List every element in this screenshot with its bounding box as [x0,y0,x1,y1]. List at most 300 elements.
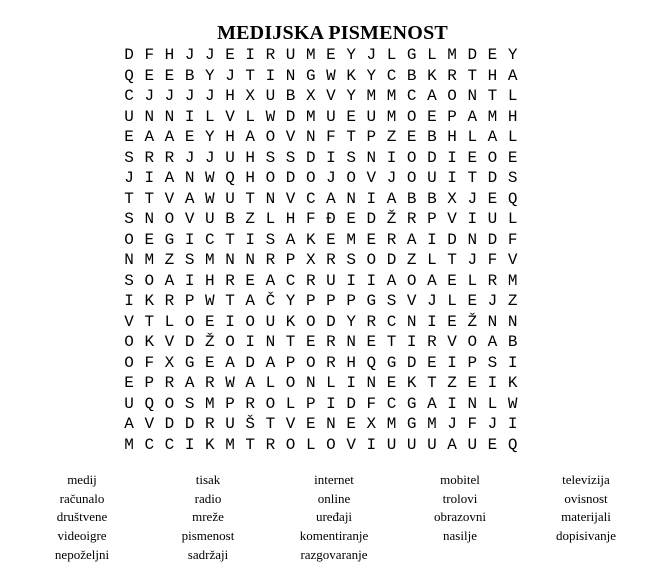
grid-letter: J [467,251,478,270]
grid-letter: A [265,271,276,290]
grid-letter: G [406,394,417,413]
grid-letter: T [487,87,498,106]
grid-letter: L [386,46,397,65]
grid-letter: F [144,353,155,372]
grid-letter: N [467,230,478,249]
grid-letter: L [265,374,276,393]
grid-letter: D [124,46,134,65]
grid-letter: X [245,87,256,106]
grid-letter: L [467,271,478,290]
grid-letter: X [164,353,175,372]
grid-letter: N [245,251,256,270]
grid-letter: D [447,230,457,249]
grid-letter: G [386,353,397,372]
grid-letter: V [366,169,377,188]
grid-letter: T [225,230,235,249]
grid-letter: I [225,312,235,331]
grid-letter: V [507,251,518,270]
grid-letter: Q [507,189,518,208]
grid-letter: J [205,87,215,106]
grid-letter: A [265,353,276,372]
word-bank-item: online [317,490,351,506]
grid-letter: I [366,189,377,208]
grid-letter: H [245,148,256,167]
word-bank-item: trolovi [442,490,478,506]
word-bank-item: videoigre [57,528,107,544]
grid-letter: O [265,169,276,188]
grid-letter: Q [366,353,377,372]
word-bank [19,471,649,563]
grid-letter: Y [205,128,215,147]
grid-letter: A [447,435,457,454]
grid-letter: C [305,189,316,208]
grid-row [119,127,544,148]
grid-letter: V [285,128,296,147]
grid-letter: Z [245,210,256,229]
grid-letter: I [447,394,457,413]
grid-letter: J [427,292,437,311]
grid-letter: K [144,333,155,352]
grid-letter: Y [346,312,356,331]
grid-letter: C [205,230,215,249]
grid-letter: N [144,210,155,229]
grid-letter: G [305,66,316,85]
grid-letter: U [205,210,215,229]
grid-letter: L [507,87,518,106]
grid-letter: J [386,169,397,188]
word-bank-item: ovisnost [564,490,608,506]
grid-letter: V [144,415,155,434]
grid-letter: R [427,333,437,352]
grid-letter: N [406,312,417,331]
grid-letter: P [427,210,437,229]
grid-letter: M [386,415,397,434]
grid-letter: A [507,66,518,85]
grid-letter: G [164,230,175,249]
grid-letter: N [467,87,478,106]
grid-letter: X [447,189,457,208]
word-bank-item: internet [314,472,354,487]
grid-letter: E [184,128,195,147]
grid-letter: N [305,128,316,147]
grid-letter: N [326,415,336,434]
grid-letter: O [366,251,377,270]
grid-letter: J [225,66,235,85]
grid-letter: I [184,107,195,126]
grid-letter: O [225,333,235,352]
grid-letter: V [285,189,296,208]
grid-letter: I [366,435,377,454]
grid-letter: U [124,107,134,126]
grid-letter: F [507,230,518,249]
grid-letter: Š [245,415,256,434]
grid-letter: D [285,107,296,126]
grid-letter: U [427,435,437,454]
grid-letter: S [265,230,276,249]
grid-letter: O [406,148,417,167]
grid-row [119,45,544,66]
grid-letter: N [265,189,276,208]
grid-letter: T [225,292,235,311]
grid-letter: O [467,333,478,352]
grid-letter: I [245,333,256,352]
grid-letter: I [406,333,417,352]
grid-letter: I [265,66,276,85]
word-bank-item: razgovaranje [300,546,368,562]
grid-letter: T [245,189,256,208]
grid-letter: C [124,87,134,106]
grid-letter: U [265,312,276,331]
grid-letter: J [366,46,377,65]
word-bank-item: medij [67,472,97,487]
grid-letter: F [467,415,478,434]
grid-letter: N [124,251,134,270]
grid-letter: E [447,271,457,290]
grid-letter: W [205,169,215,188]
grid-letter: U [265,87,276,106]
grid-letter: E [487,435,498,454]
grid-letter: J [447,415,457,434]
grid-letter: S [184,251,195,270]
grid-letter: M [386,107,397,126]
grid-letter: T [285,333,296,352]
grid-letter: O [124,333,134,352]
grid-letter: V [346,435,356,454]
grid-letter: Q [225,169,235,188]
grid-letter: I [507,415,518,434]
grid-letter: V [447,333,457,352]
grid-letter: W [225,374,235,393]
grid-letter: U [386,435,397,454]
grid-letter: H [225,128,235,147]
grid-letter: A [487,333,498,352]
grid-letter: V [164,333,175,352]
grid-letter: M [144,251,155,270]
grid-letter: I [487,374,498,393]
grid-row [119,148,544,169]
grid-letter: S [124,148,134,167]
grid-letter: J [205,46,215,65]
grid-letter: O [164,394,175,413]
grid-letter: E [406,128,417,147]
grid-letter: H [507,107,518,126]
grid-letter: O [406,169,417,188]
grid-letter: O [265,128,276,147]
grid-letter: E [225,46,235,65]
grid-letter: Y [346,46,356,65]
grid-letter: T [447,251,457,270]
grid-letter: E [346,415,356,434]
grid-letter: L [467,128,478,147]
grid-letter: T [427,374,437,393]
grid-letter: E [447,312,457,331]
grid-letter: E [124,374,134,393]
grid-letter: B [427,128,437,147]
grid-letter: D [305,148,316,167]
grid-letter: A [225,353,235,372]
grid-letter: P [285,251,296,270]
grid-letter: A [164,128,175,147]
grid-letter: J [184,148,195,167]
grid-letter: X [366,415,377,434]
grid-letter: M [205,251,215,270]
grid-letter: R [326,251,336,270]
grid-letter: K [205,435,215,454]
grid-letter: Q [124,66,134,85]
grid-row [119,209,544,230]
grid-letter: Z [447,374,457,393]
grid-row [119,353,544,374]
grid-letter: H [225,87,235,106]
grid-letter: V [285,415,296,434]
grid-letter: N [366,374,377,393]
grid-letter: G [366,292,377,311]
grid-row [119,394,544,415]
grid-letter: I [507,353,518,372]
word-bank-item: obrazovni [434,509,486,525]
grid-row [119,86,544,107]
grid-letter: T [346,128,356,147]
grid-letter: H [346,353,356,372]
grid-letter: N [305,374,316,393]
grid-letter: I [326,394,336,413]
grid-letter: C [144,435,155,454]
grid-letter: A [386,189,397,208]
grid-letter: E [386,374,397,393]
grid-letter: L [265,210,276,229]
grid-letter: B [507,333,518,352]
grid-letter: I [346,374,356,393]
grid-letter: K [305,230,316,249]
grid-letter: N [285,66,296,85]
grid-letter: L [487,394,498,413]
grid-letter: K [427,66,437,85]
grid-letter: L [245,107,256,126]
grid-letter: Đ [326,210,336,229]
grid-letter: K [507,374,518,393]
grid-letter: U [467,435,478,454]
grid-letter: P [305,394,316,413]
grid-letter: M [124,435,134,454]
grid-letter: I [366,271,377,290]
grid-letter: D [164,415,175,434]
grid-row [119,271,544,292]
grid-letter: X [305,251,316,270]
grid-letter: N [346,333,356,352]
grid-letter: L [427,251,437,270]
grid-letter: N [144,107,155,126]
grid-letter: R [205,415,215,434]
grid-row [119,414,544,435]
grid-letter: T [467,169,478,188]
grid-letter: E [164,66,175,85]
grid-letter: O [346,169,356,188]
grid-letter: A [406,230,417,249]
grid-letter: L [205,107,215,126]
grid-letter: A [427,394,437,413]
word-bank-item: komentiranje [299,528,369,544]
grid-letter: H [205,271,215,290]
grid-letter: S [386,292,397,311]
grid-letter: Ž [467,312,478,331]
grid-letter: B [427,189,437,208]
grid-letter: W [265,107,276,126]
grid-letter: F [326,128,336,147]
grid-letter: M [346,230,356,249]
grid-letter: K [406,374,417,393]
grid-letter: A [184,374,195,393]
grid-letter: A [386,271,397,290]
grid-letter: P [366,128,377,147]
grid-letter: O [124,230,134,249]
puzzle-title: MEDIJSKA PISMENOST [217,22,448,44]
word-bank-item: mobitel [440,472,480,487]
grid-letter: L [305,435,316,454]
grid-letter: C [386,66,397,85]
grid-letter: F [144,46,155,65]
grid-letter: Ž [386,210,397,229]
grid-letter: U [487,210,498,229]
grid-letter: M [305,46,316,65]
grid-letter: V [326,87,336,106]
grid-letter: E [245,271,256,290]
grid-letter: N [487,312,498,331]
grid-letter: R [326,353,336,372]
grid-letter: W [205,189,215,208]
grid-letter: D [326,312,336,331]
grid-letter: C [386,394,397,413]
grid-letter: R [265,251,276,270]
grid-letter: P [447,107,457,126]
grid-letter: N [507,312,518,331]
grid-letter: K [346,66,356,85]
grid-letter: T [245,66,256,85]
grid-letter: E [144,230,155,249]
grid-letter: L [285,394,296,413]
grid-letter: E [205,312,215,331]
grid-letter: Y [366,66,377,85]
grid-letter: O [406,271,417,290]
grid-letter: J [487,292,498,311]
grid-letter: L [427,46,437,65]
grid-letter: S [184,394,195,413]
grid-letter: R [386,230,397,249]
grid-letter: E [326,230,336,249]
grid-letter: A [184,189,195,208]
grid-letter: Ž [205,333,215,352]
grid-letter: R [487,271,498,290]
grid-letter: E [326,46,336,65]
grid-letter: T [467,66,478,85]
grid-letter: M [305,107,316,126]
grid-letter: L [507,128,518,147]
grid-letter: E [144,66,155,85]
grid-letter: B [406,189,417,208]
grid-letter: P [326,292,336,311]
grid-row [119,435,544,456]
grid-letter: C [164,435,175,454]
grid-letter: M [205,394,215,413]
grid-letter: A [427,271,437,290]
grid-letter: T [124,189,134,208]
grid-letter: O [285,374,296,393]
grid-letter: H [447,128,457,147]
grid-row [119,291,544,312]
grid-letter: X [305,87,316,106]
grid-letter: K [285,312,296,331]
grid-letter: T [245,435,256,454]
grid-letter: Q [144,394,155,413]
grid-letter: O [326,435,336,454]
grid-letter: F [487,251,498,270]
grid-letter: G [184,353,195,372]
grid-letter: J [184,87,195,106]
grid-letter: I [447,169,457,188]
grid-letter: M [447,46,457,65]
grid-letter: A [285,230,296,249]
grid-letter: Z [386,128,397,147]
grid-letter: R [225,271,235,290]
grid-letter: A [427,87,437,106]
grid-letter: R [447,66,457,85]
grid-letter: H [164,46,175,65]
grid-row [119,332,544,353]
grid-letter: N [346,189,356,208]
grid-letter: U [326,107,336,126]
grid-letter: D [366,210,377,229]
grid-letter: N [225,251,235,270]
grid-letter: Y [346,87,356,106]
grid-letter: J [144,87,155,106]
grid-letter: V [124,312,134,331]
grid-letter: Y [285,292,296,311]
grid-letter: L [447,292,457,311]
grid-letter: U [225,415,235,434]
grid-letter: D [386,251,397,270]
grid-letter: J [467,189,478,208]
grid-letter: V [406,292,417,311]
grid-letter: O [447,87,457,106]
grid-letter: I [326,148,336,167]
grid-letter: E [467,374,478,393]
grid-letter: F [305,210,316,229]
grid-letter: R [164,292,175,311]
grid-letter: D [184,415,195,434]
grid-letter: E [366,333,377,352]
word-bank-item: radio [194,490,222,506]
grid-letter: I [144,169,155,188]
grid-letter: D [184,333,195,352]
grid-letter: U [427,169,437,188]
grid-letter: L [326,374,336,393]
word-bank-item: materijali [561,509,611,525]
grid-letter: O [285,435,296,454]
grid-letter: S [124,210,134,229]
grid-letter: M [427,415,437,434]
grid-letter: S [346,251,356,270]
grid-letter: B [225,210,235,229]
grid-letter: E [124,128,134,147]
grid-letter: O [305,169,316,188]
word-bank-item: sadržaji [187,546,229,562]
grid-letter: W [205,292,215,311]
grid-letter: I [447,353,457,372]
grid-letter: V [447,210,457,229]
grid-letter: E [346,107,356,126]
grid-letter: J [487,415,498,434]
grid-letter: O [305,353,316,372]
grid-row [119,250,544,271]
